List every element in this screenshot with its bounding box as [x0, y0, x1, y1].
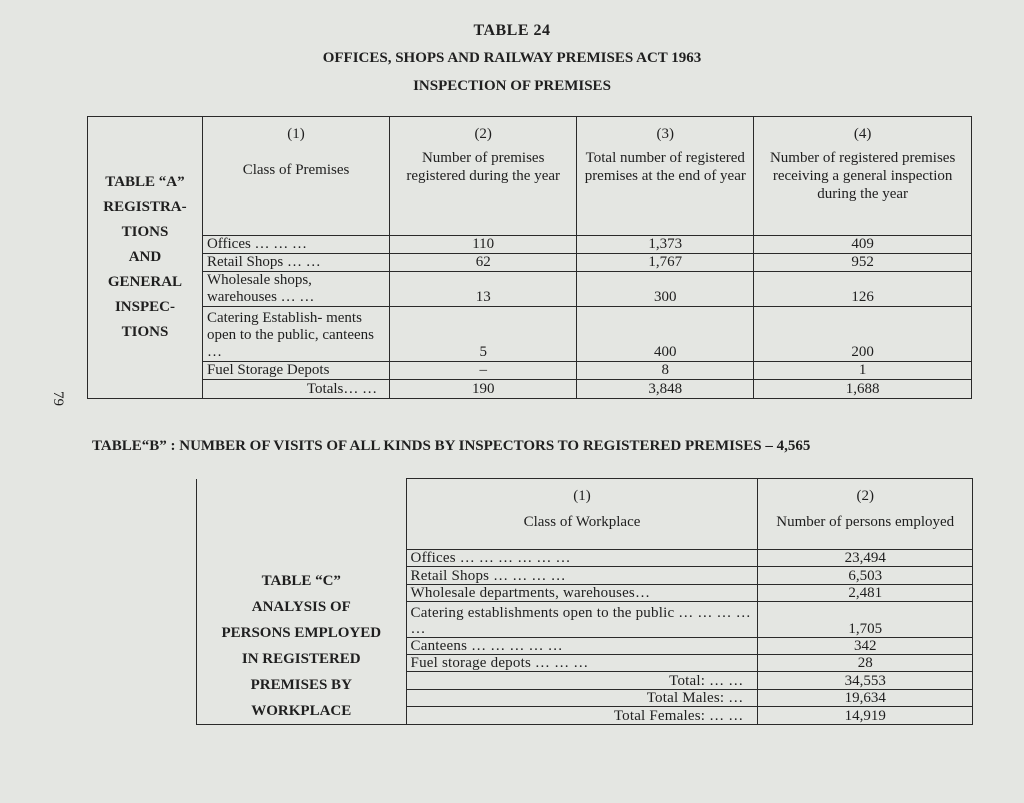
act-title: OFFICES, SHOPS AND RAILWAY PREMISES ACT 1963	[322, 50, 702, 66]
table-c-header-row	[197, 479, 973, 550]
table-row: Catering Establish- ments open to the public, canteens … 5 400 200	[88, 307, 972, 362]
table-row: Catering establishments open to the public … … … … … 1,705	[197, 602, 973, 638]
table-row: Fuel storage depots … … … 28	[197, 655, 973, 672]
table-c-total-row: Total: … … 34,553	[197, 672, 973, 689]
col-header-class-of-workplace: (1) Class of Workplace	[406, 479, 758, 550]
col-header-total: (3) Total number of registered premises at the end of year	[577, 117, 754, 236]
table-row: TABLE “C” ANALYSIS OF PERSONS EMPLOYED IN REGISTERED PREMISES BY WORKPLACE Offices … … … … … … 23,494	[197, 550, 973, 567]
table-a-registrations	[87, 116, 972, 399]
table-row: Wholesale departments, warehouses… 2,481	[197, 584, 973, 601]
table-a-side-label: TABLE “A” REGISTRA- TIONS AND GENERAL INSPEC- TIONS	[88, 117, 203, 399]
table-c-persons-employed	[196, 478, 973, 725]
table-a-header-row	[88, 117, 972, 236]
table-c-males-row: Total Males: … 19,634	[197, 689, 973, 706]
page-number: 79	[50, 391, 66, 406]
table-b-visits-title: TABLE“B” : NUMBER OF VISITS OF ALL KINDS BY INSPECTORS TO REGISTERED PREMISES – 4,565	[92, 438, 811, 454]
table-a-totals-row: Totals… … 190 3,848 1,688	[88, 380, 972, 399]
table-c-side-label: TABLE “C” ANALYSIS OF PERSONS EMPLOYED IN REGISTERED PREMISES BY WORKPLACE	[197, 550, 407, 725]
col-header-registered: (2) Number of premises registered during the year	[390, 117, 577, 236]
table-number-title: TABLE 24	[473, 22, 551, 39]
table-c-females-row: Total Females: … … 14,919	[197, 707, 973, 724]
col-header-inspected: (4) Number of registered premises receiving a general inspection during the year	[754, 117, 972, 236]
table-row: Wholesale shops, warehouses … … 13 300 126	[88, 272, 972, 307]
table-row: Retail Shops … … 62 1,767 952	[88, 254, 972, 272]
section-title: INSPECTION OF PREMISES	[413, 78, 611, 94]
table-row: Offices … … … 110 1,373 409	[88, 236, 972, 254]
table-row: Canteens … … … … … 342	[197, 637, 973, 654]
table-row: Fuel Storage Depots – 8 1	[88, 362, 972, 380]
col-header-class: (1) Class of Premises	[202, 117, 389, 236]
col-header-persons-employed: (2) Number of persons employed	[758, 479, 973, 550]
table-row: Retail Shops … … … … 6,503	[197, 567, 973, 584]
